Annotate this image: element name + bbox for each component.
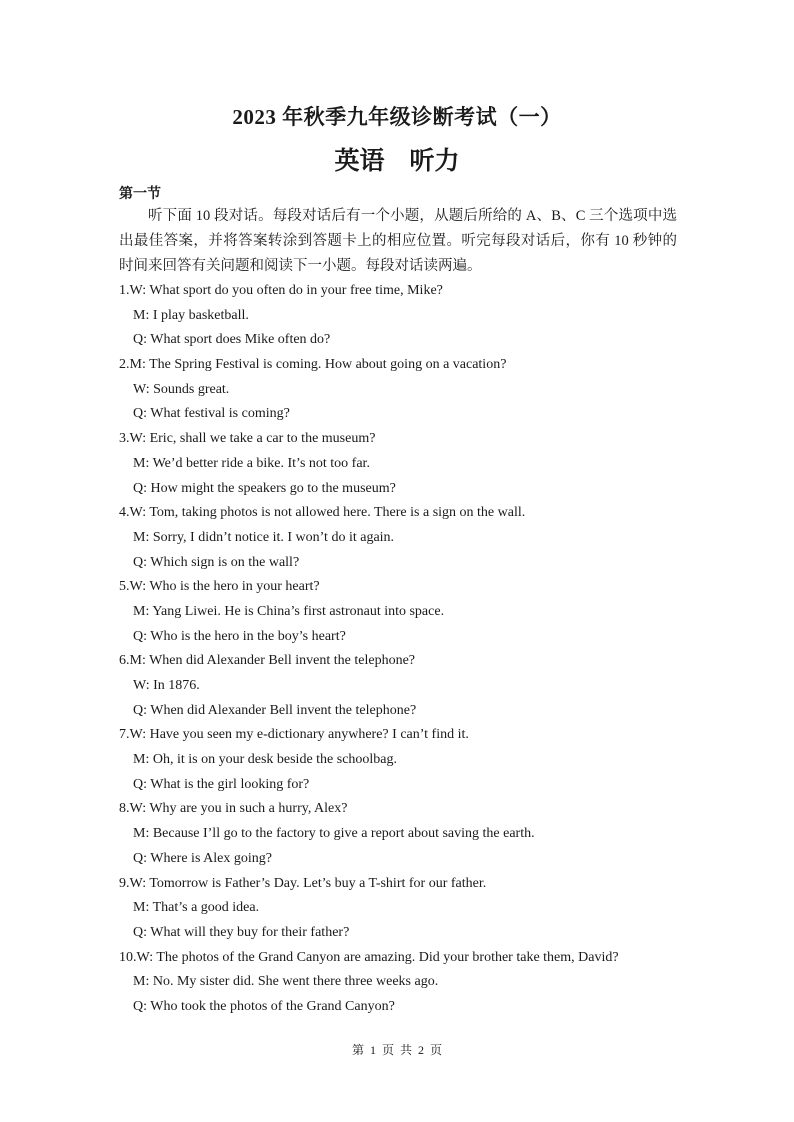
- dialog-line: 10.W: The photos of the Grand Canyon are amazing. Did your brother take them, David?: [119, 949, 619, 965]
- dialog-line: M: That’s a good idea.: [133, 900, 260, 916]
- dialog-line: W: In 1876.: [133, 678, 200, 693]
- dialog-item-7: [119, 723, 679, 797]
- dialog-item-8: [119, 797, 679, 871]
- dialog-question: Q: What festival is coming?: [133, 406, 290, 422]
- dialog-line: M: No. My sister did. She went there three weeks ago.: [133, 974, 439, 990]
- dialog-line: M: We’d better ride a bike. It’s not too far.: [133, 455, 370, 471]
- dialog-line: 5.W: Who is the hero in your heart?: [119, 579, 320, 595]
- dialog-question: Q: When did Alexander Bell invent the telephone?: [133, 702, 417, 718]
- dialog-line: M: I play basketball.: [133, 307, 249, 323]
- dialog-question: Q: What sport does Mike often do?: [133, 332, 331, 348]
- page-number: 第 1 页 共 2 页: [351, 1043, 442, 1057]
- dialog-line: M: Oh, it is on your desk beside the schoolbag.: [133, 752, 398, 768]
- dialog-line: 7.W: Have you seen my e-dictionary anywhere? I can’t find it.: [119, 727, 469, 743]
- dialog-line: W: Sounds great.: [133, 381, 230, 397]
- dialog-item-4: [119, 501, 679, 575]
- dialog-question: Q: How might the speakers go to the museum?: [133, 480, 396, 496]
- section-label: 第一节: [119, 186, 161, 202]
- exam-subtitle: 英语 听力: [334, 148, 460, 175]
- dialog-item-3: [119, 427, 679, 501]
- dialog-question: Q: What will they buy for their father?: [133, 924, 350, 940]
- dialog-line: 8.W: Why are you in such a hurry, Alex?: [119, 801, 348, 817]
- dialog-question: Q: Who is the hero in the boy’s heart?: [133, 628, 346, 644]
- dialog-question: Q: Where is Alex going?: [133, 850, 272, 866]
- dialog-line: M: Because I’ll go to the factory to give a report about saving the earth.: [133, 826, 535, 842]
- exam-title: 2023 年秋季九年级诊断考试（一）: [232, 105, 562, 129]
- dialog-question: Q: Which sign is on the wall?: [133, 554, 300, 570]
- section-instructions: 听下面 10 段对话。每段对话后有一个小题，从题后所给的 A、B、C 三个选项中选出最佳答案，并将答案转涂到答题卡上的相应位置。听完每段对话后，你有 10 秒钟的时间来回答有关问题和阅读下一小题。每段对话读两遍。: [119, 208, 677, 274]
- dialog-item-2: [119, 353, 679, 427]
- dialog-line: 4.W: Tom, taking photos is not allowed here. There is a sign on the wall.: [119, 505, 526, 521]
- dialog-item-10: [119, 946, 679, 1020]
- dialog-item-6: [119, 649, 679, 723]
- dialog-line: 3.W: Eric, shall we take a car to the museum?: [119, 431, 376, 447]
- dialog-list: [119, 279, 679, 1020]
- dialog-item-5: [119, 575, 679, 649]
- dialog-line: M: Sorry, I didn’t notice it. I won’t do it again.: [133, 529, 395, 545]
- dialog-line: 9.W: Tomorrow is Father’s Day. Let’s buy a T-shirt for our father.: [119, 875, 487, 891]
- dialog-line: 1.W: What sport do you often do in your free time, Mike?: [119, 283, 443, 298]
- dialog-item-1: [119, 279, 679, 353]
- dialog-item-9: [119, 872, 679, 946]
- dialog-question: Q: What is the girl looking for?: [133, 776, 310, 792]
- dialog-line: 2.M: The Spring Festival is coming. How about going on a vacation?: [119, 357, 507, 373]
- dialog-line: M: Yang Liwei. He is China’s first astronaut into space.: [133, 603, 445, 619]
- dialog-line: 6.M: When did Alexander Bell invent the telephone?: [119, 653, 415, 669]
- dialog-question: Q: Who took the photos of the Grand Canyon?: [133, 998, 395, 1014]
